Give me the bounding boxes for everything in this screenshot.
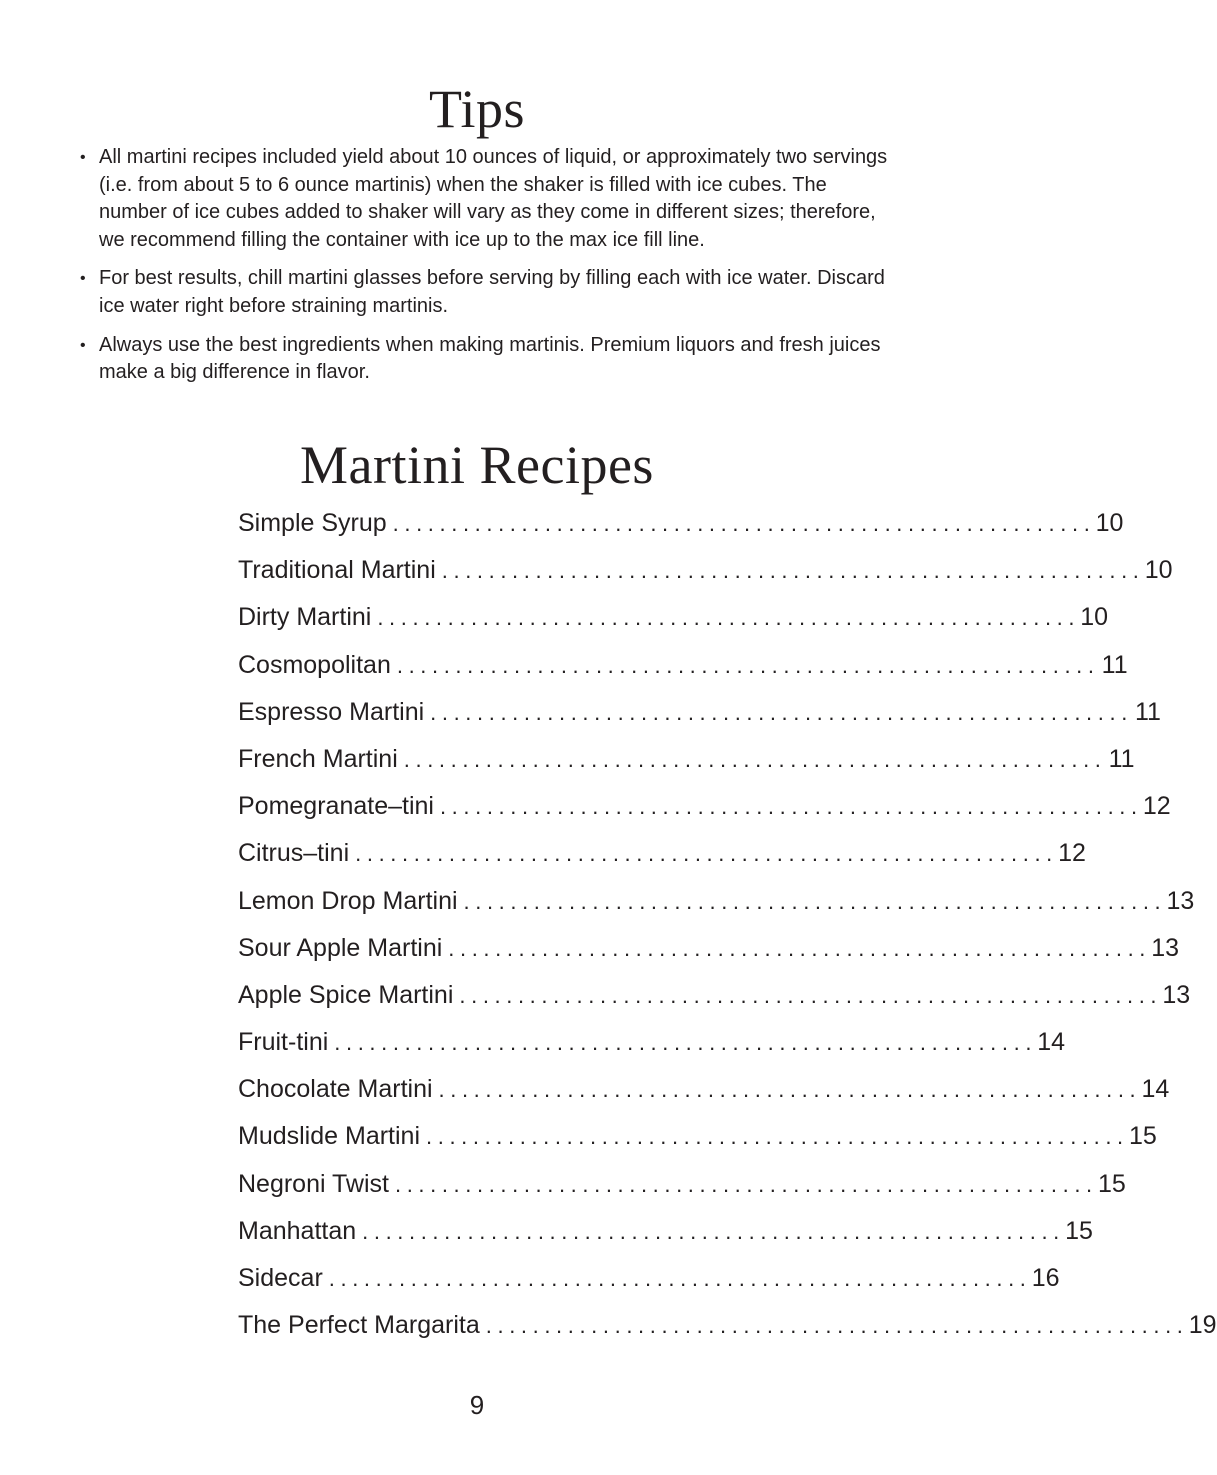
toc-entry-page: 14 <box>1141 1075 1170 1104</box>
toc-leader-dots: ............................................................ <box>441 558 1145 584</box>
tip-text: All martini recipes included yield about 10 ounces of liquid, or approximately two servings (i.e. from about 5 to 6 ounce martinis) when the shaker is filled with ice cubes. The number of ice cubes added to shaker will vary as they come in different sizes; therefore, we recommend filling the container with ice up to the max ice fill line. <box>99 146 888 251</box>
toc-entry-name: Chocolate Martini <box>238 1075 433 1104</box>
toc-entry-page: 10 <box>1144 556 1173 585</box>
recipes-heading: Martini Recipes <box>300 435 654 495</box>
toc-entry-name: The Perfect Margarita <box>238 1311 480 1340</box>
toc-entry-page: 19 <box>1188 1311 1217 1340</box>
toc-entry <box>238 1066 1170 1113</box>
tip-item <box>80 332 890 387</box>
toc-leader-dots: ............................................................ <box>362 1218 1065 1244</box>
toc-entry-page: 12 <box>1058 839 1086 868</box>
toc-entry <box>238 736 1135 783</box>
toc-leader-dots: ............................................................ <box>395 1171 1098 1197</box>
tip-item <box>80 144 890 254</box>
toc-entry-page: 11 <box>1101 650 1128 679</box>
tips-heading: Tips <box>428 79 526 139</box>
toc-entry <box>238 972 1191 1019</box>
toc-entry <box>238 925 1180 972</box>
toc-leader-dots: ............................................................ <box>396 652 1100 678</box>
toc-entry-name: Dirty Martini <box>238 603 372 632</box>
toc-entry <box>238 1255 1060 1302</box>
toc-entry-name: Apple Spice Martini <box>238 980 454 1009</box>
tip-text: Always use the best ingredients when making martinis. Premium liquors and fresh juices make a big difference in flavor. <box>99 333 881 384</box>
toc-entry-page: 11 <box>1134 697 1161 726</box>
toc-entry-name: Espresso Martini <box>238 697 425 726</box>
toc-leader-dots: ............................................................ <box>463 888 1167 914</box>
toc-entry <box>238 783 1171 830</box>
toc-leader-dots: ............................................................ <box>430 699 1133 725</box>
toc-leader-dots: ............................................................ <box>377 605 1081 631</box>
toc-entry-page: 15 <box>1065 1216 1093 1245</box>
bullet-icon: • <box>80 270 86 288</box>
toc-entry-name: Citrus–tini <box>238 839 350 868</box>
toc-leader-dots: ............................................................ <box>403 746 1107 772</box>
toc-entry-page: 13 <box>1151 933 1180 962</box>
toc-leader-dots: ............................................................ <box>459 982 1163 1008</box>
toc-entry-name: Simple Syrup <box>238 509 387 537</box>
toc-entry-name: French Martini <box>238 744 398 773</box>
toc-entry-name: Sour Apple Martini <box>238 933 443 962</box>
page-number: 9 <box>469 1390 485 1420</box>
recipe-contents-list <box>238 500 1217 1349</box>
toc-entry <box>238 500 1124 547</box>
toc-entry <box>238 1208 1093 1255</box>
toc-entry-name: Lemon Drop Martini <box>238 886 458 915</box>
toc-entry-page: 15 <box>1097 1169 1126 1198</box>
toc-entry <box>238 830 1086 877</box>
toc-leader-dots: ............................................................ <box>438 1077 1142 1103</box>
tip-text: For best results, chill martini glasses before serving by filling each with ice water. Discard ice water right before straining martinis. <box>99 267 885 317</box>
toc-entry-page: 12 <box>1142 792 1171 821</box>
toc-leader-dots: ............................................................ <box>355 841 1058 867</box>
bullet-icon: • <box>80 149 86 166</box>
toc-entry <box>238 594 1109 641</box>
toc-entry-name: Sidecar <box>238 1264 323 1292</box>
toc-entry <box>238 1019 1066 1066</box>
toc-leader-dots: ............................................................ <box>328 1266 1032 1291</box>
toc-entry <box>238 547 1173 594</box>
toc-entry-page: 11 <box>1108 744 1135 773</box>
bullet-icon: • <box>80 336 86 354</box>
toc-entry-name: Fruit-tini <box>238 1028 329 1057</box>
toc-entry <box>238 642 1128 689</box>
toc-entry <box>238 1113 1157 1160</box>
toc-leader-dots: ............................................................ <box>426 1124 1129 1150</box>
toc-entry-page: 10 <box>1080 603 1109 632</box>
toc-entry-page: 13 <box>1166 886 1195 915</box>
toc-entry-name: Pomegranate–tini <box>238 792 434 821</box>
toc-entry-name: Cosmopolitan <box>238 650 391 679</box>
toc-entry-name: Traditional Martini <box>238 556 436 585</box>
toc-entry <box>238 878 1195 925</box>
toc-entry <box>238 1302 1217 1349</box>
toc-entry-page: 14 <box>1037 1028 1066 1057</box>
toc-entry-page: 10 <box>1095 509 1124 537</box>
toc-entry <box>238 689 1161 736</box>
toc-entry-page: 16 <box>1031 1264 1060 1292</box>
toc-entry-name: Mudslide Martini <box>238 1122 421 1151</box>
toc-leader-dots: ............................................................ <box>448 935 1152 961</box>
toc-leader-dots: ............................................................ <box>334 1030 1038 1056</box>
toc-leader-dots: ............................................................ <box>392 511 1096 536</box>
toc-entry-name: Negroni Twist <box>238 1169 389 1198</box>
toc-leader-dots: ............................................................ <box>439 794 1143 820</box>
toc-entry <box>238 1161 1126 1208</box>
toc-entry-page: 15 <box>1128 1122 1157 1151</box>
tips-list <box>80 144 890 398</box>
toc-leader-dots: ............................................................ <box>485 1313 1189 1339</box>
toc-entry-name: Manhattan <box>238 1216 357 1245</box>
toc-entry-page: 13 <box>1162 980 1191 1009</box>
tip-item <box>80 265 890 320</box>
